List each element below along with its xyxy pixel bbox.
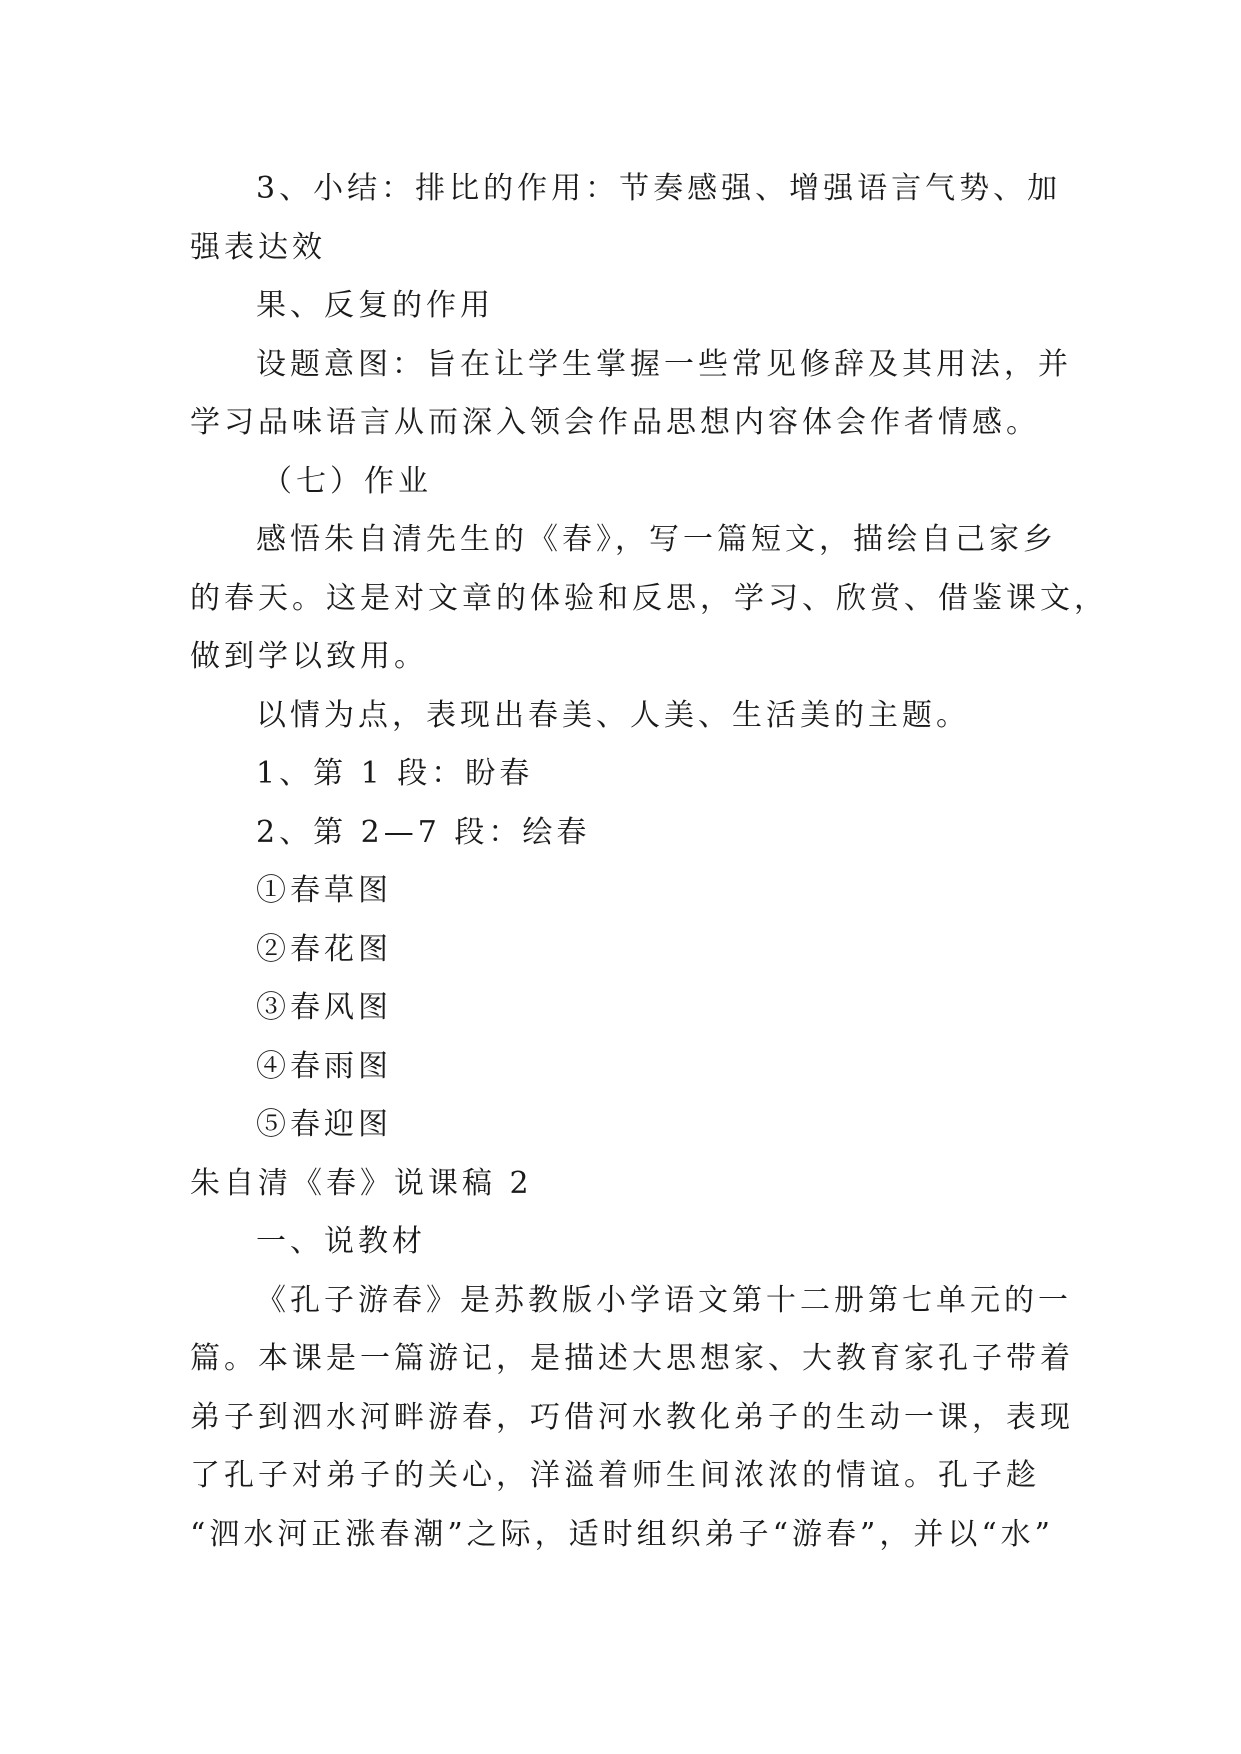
paragraph-line: “泗水河正涨春潮”之际，适时组织弟子“游春”，并以“水”	[190, 1516, 1055, 1552]
section-heading: 一、说教材	[256, 1224, 426, 1259]
paragraph-line: 弟子到泗水河畔游春，巧借河水教化弟子的生动一课，表现	[190, 1399, 1074, 1435]
document-title: 朱自清《春》说课稿 2	[190, 1165, 533, 1201]
list-item: ⑤春迎图	[256, 1107, 392, 1142]
list-item: 1、第 1 段：盼春	[256, 756, 534, 791]
paragraph-line: 了孔子对弟子的关心，洋溢着师生间浓浓的情谊。孔子趁	[190, 1458, 1040, 1493]
paragraph-line: 做到学以致用。	[190, 639, 428, 674]
list-item: ③春风图	[256, 990, 392, 1025]
list-item: ④春雨图	[256, 1048, 392, 1084]
paragraph-line: 强表达效	[190, 229, 326, 265]
paragraph-line: 设题意图：旨在让学生掌握一些常见修辞及其用法，并	[256, 346, 1072, 382]
paragraph-line: 以情为点，表现出春美、人美、生活美的主题。	[256, 697, 970, 733]
paragraph-line: 感悟朱自清先生的《春》，写一篇短文，描绘自己家乡	[256, 522, 1057, 557]
paragraph-line: 《孔子游春》是苏教版小学语文第十二册第七单元的一	[256, 1282, 1072, 1318]
paragraph-line: 3、小结：排比的作用：节奏感强、增强语言气势、加	[256, 171, 1062, 206]
list-item: ①春草图	[256, 873, 392, 908]
paragraph-line: 果、反复的作用	[256, 288, 494, 323]
paragraph-line: 的春天。这是对文章的体验和反思，学习、欣赏、借鉴课文，	[190, 580, 1108, 616]
list-item: 2、第 2—7 段：绘春	[256, 814, 591, 850]
list-item: ②春花图	[256, 931, 392, 967]
paragraph-line: 篇。本课是一篇游记，是描述大思想家、大教育家孔子带着	[190, 1341, 1074, 1376]
section-heading: （七）作业	[262, 463, 432, 499]
paragraph-line: 学习品味语言从而深入领会作品思想内容体会作者情感。	[190, 405, 1040, 440]
